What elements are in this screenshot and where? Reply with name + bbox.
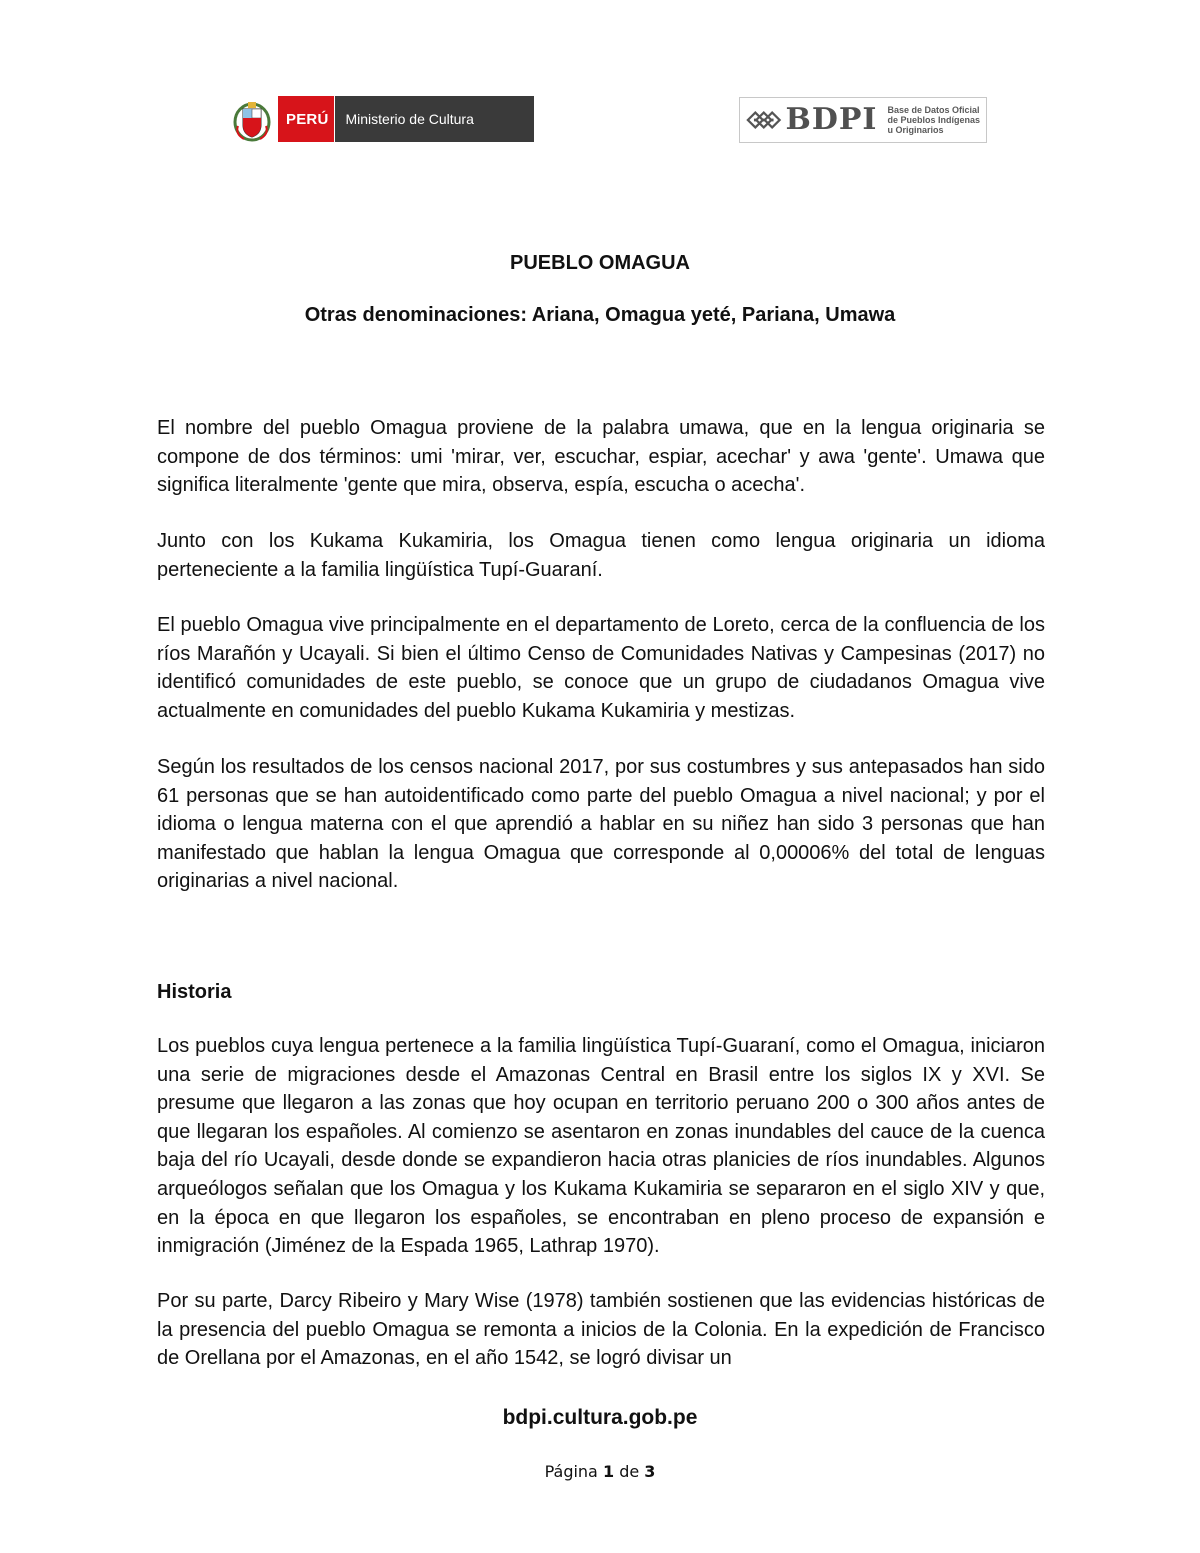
footer-url: bdpi.cultura.gob.pe	[502, 1406, 698, 1429]
page-number	[0, 1462, 1200, 1481]
page-of: de	[619, 1462, 640, 1481]
document-subtitle: Otras denominaciones: Ariana, Omagua yeté, Pariana, Umawa	[304, 304, 896, 326]
document-title: PUEBLO OMAGUA	[510, 252, 690, 274]
ministerio-cultura-logo	[232, 96, 534, 142]
paragraph: Junto con los Kukama Kukamiria, los Omagua tienen como lengua originaria un idioma perteneciente a la familia lingüística Tupí-Guaraní.	[157, 530, 1045, 581]
bdpi-subtitle-line: u Originarios	[887, 125, 944, 135]
bdpi-subtitle-line: de Pueblos Indígenas	[887, 115, 980, 125]
bdpi-subtitle-line: Base de Datos Oficial	[887, 105, 980, 115]
paragraph: Según los resultados de los censos nacional 2017, por sus costumbres y sus antepasados han sido 61 personas que se han autoidentificado como parte del pueblo Omagua a nivel nacional; y por el idioma o lengua materna con el que aprendió a hablar en su niñez han sido 3 personas que han manifestado que hablan la lengua Omagua que corresponde al 0,00006% del total de lenguas originarias a nivel nacional.	[157, 756, 1045, 893]
section-heading: Historia	[157, 981, 232, 1003]
page-word: Página	[544, 1462, 598, 1481]
paragraph: El nombre del pueblo Omagua proviene de la palabra umawa, que en la lengua originaria se compone de dos términos: umi 'mirar, ver, escuchar, espiar, acechar' y awa 'gente'. Umawa que significa literalmente 'gente que mira, observa, espía, escucha o acecha'.	[157, 417, 1045, 497]
bdpi-logo	[739, 97, 987, 143]
paragraph: Por su parte, Darcy Ribeiro y Mary Wise (1978) también sostienen que las evidencias históricas de la presencia del pueblo Omagua se remonta a inicios de la Colonia. En la expedición de Francisco de Orellana por el Amazonas, en el año 1542, se logró divisar un	[157, 1290, 1045, 1370]
bdpi-subtitle	[887, 105, 980, 135]
paragraph: Los pueblos cuya lengua pertenece a la familia lingüística Tupí-Guaraní, como el Omagua, iniciaron una serie de migraciones desde el Amazonas Central en Brasil entre los siglos IX y XVI. Se presume que llegaron a las zonas que hoy ocupan en territorio peruano 200 o 300 años antes de que llegaran los españoles. Al comienzo se asentaron en zonas inundables del cauce de la cuenca baja del río Ucayali, desde donde se expandieron hacia otras planicies de ríos inundables. Algunos arqueólogos señalan que los Omagua y los Kukama Kukamiria se separaron en el siglo XIV y que, en la época en que llegaron los españoles, se encontraban en pleno proceso de expansión e inmigración (Jiménez de la Espada 1965, Lathrap 1970).	[157, 1035, 1045, 1258]
coat-of-arms-icon	[232, 96, 272, 142]
page-total: 3	[644, 1462, 656, 1481]
peru-label: PERÚ	[278, 96, 334, 142]
bdpi-acronym: BDPI	[785, 102, 878, 137]
paragraph: El pueblo Omagua vive principalmente en el departamento de Loreto, cerca de la confluencia de los ríos Marañón y Ucayali. Si bien el último Censo de Comunidades Nativas y Campesinas (2017) no identificó comunidades de este pueblo, se conoce que un grupo de ciudadanos Omagua vive actualmente en comunidades del pueblo Kukama Kukamiria y mestizas.	[157, 614, 1045, 722]
page-current: 1	[602, 1462, 615, 1481]
woven-pattern-icon	[746, 103, 782, 137]
ministry-label: Ministerio de Cultura	[334, 96, 534, 142]
